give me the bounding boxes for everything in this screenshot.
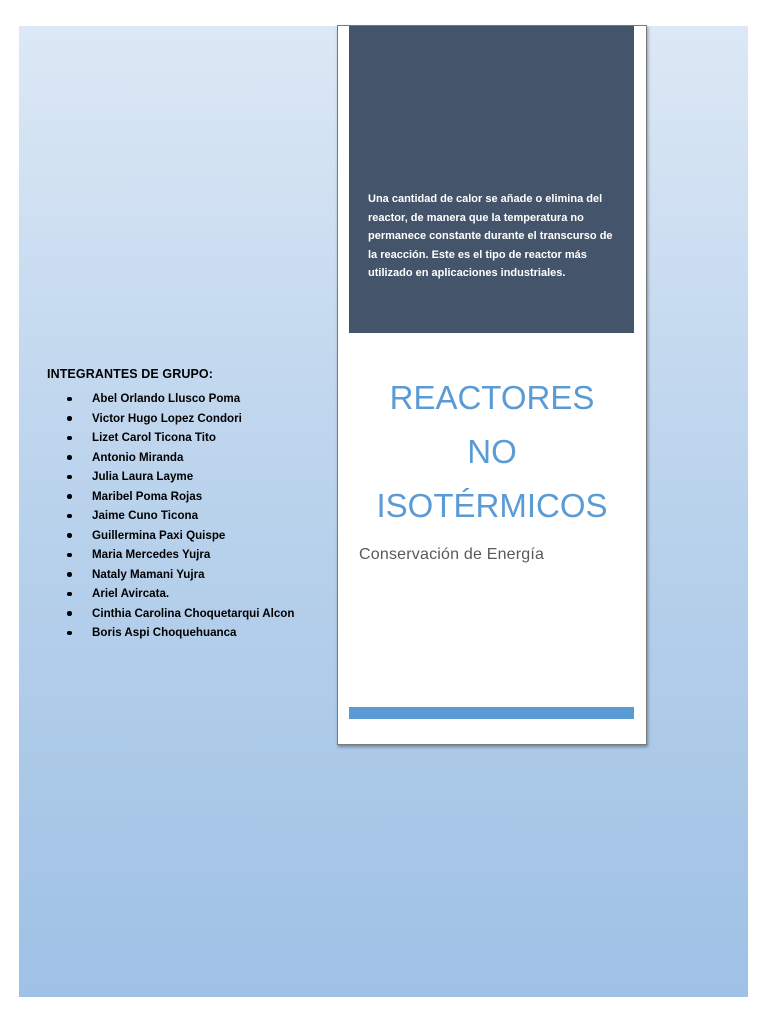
- member-name: Nataly Mamani Yujra: [92, 567, 205, 581]
- bullet-icon: [67, 397, 72, 402]
- list-item: [47, 584, 347, 604]
- bullet-icon: [67, 611, 72, 616]
- bullet-icon: [67, 631, 72, 636]
- bullet-icon: [67, 416, 72, 421]
- member-name: Antonio Miranda: [92, 450, 184, 464]
- list-item: [47, 389, 347, 409]
- document-subtitle: Conservación de Energía: [359, 546, 545, 563]
- list-item: [47, 506, 347, 526]
- title-line: NO: [467, 433, 517, 470]
- member-name: Ariel Avircata.: [92, 587, 170, 600]
- document-page: [19, 26, 748, 997]
- list-item: [47, 623, 347, 643]
- member-name: Victor Hugo Lopez Condori: [92, 411, 242, 425]
- bullet-icon: [67, 494, 72, 499]
- list-item: [47, 545, 347, 565]
- bullet-icon: [67, 455, 72, 460]
- member-name: Maria Mercedes Yujra: [92, 548, 211, 561]
- list-item: [47, 409, 347, 429]
- bullet-icon: [67, 553, 72, 558]
- list-item: [47, 565, 347, 585]
- list-item: [47, 604, 347, 624]
- bullet-icon: [67, 436, 72, 441]
- list-item: [47, 448, 347, 468]
- bullet-icon: [67, 572, 72, 577]
- bullet-icon: [67, 592, 72, 597]
- member-name: Lizet Carol Ticona Tito: [92, 431, 216, 444]
- cover-header-block: [349, 26, 634, 333]
- title-line: ISOTÉRMICOS: [376, 487, 608, 524]
- member-name: Jaime Cuno Ticona: [92, 509, 199, 522]
- list-item: [47, 487, 347, 507]
- member-name: Boris Aspi Choquehuanca: [92, 626, 237, 639]
- member-name: Cinthia Carolina Choquetarqui Alcon: [92, 606, 295, 620]
- bullet-icon: [67, 514, 72, 519]
- accent-bar: [349, 707, 634, 719]
- list-item: [47, 526, 347, 546]
- member-name: Julia Laura Layme: [92, 470, 194, 483]
- bullet-icon: [67, 533, 72, 538]
- member-name: Maribel Poma Rojas: [92, 489, 203, 503]
- abstract-text: Una cantidad de calor se añade o elimina del reactor, de manera que la temperatura no permanece constante durante el transcurso de la reacción. Este es el tipo de reactor más utilizado en aplicaciones industriales.: [368, 193, 613, 279]
- member-name: Abel Orlando Llusco Poma: [92, 392, 241, 405]
- list-item: [47, 428, 347, 448]
- member-name: Guillermina Paxi Quispe: [92, 528, 226, 542]
- members-heading: INTEGRANTES DE GRUPO:: [47, 367, 213, 381]
- bullet-icon: [67, 475, 72, 480]
- group-members: [47, 367, 347, 643]
- cover-panel: [337, 25, 647, 745]
- document-title: [338, 371, 646, 533]
- list-item: [47, 467, 347, 487]
- title-line: REACTORES: [389, 379, 595, 416]
- members-list: [47, 389, 347, 643]
